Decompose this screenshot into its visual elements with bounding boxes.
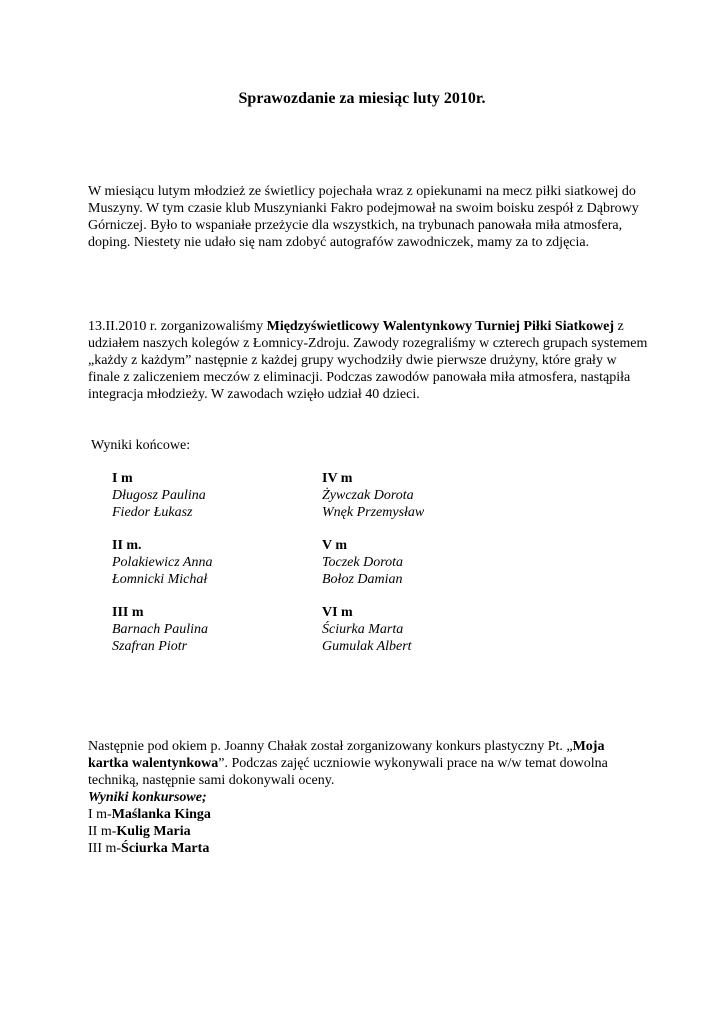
result-entry [112, 537, 322, 588]
results-row [112, 604, 532, 655]
result-entry [112, 470, 322, 521]
result-name: Łomnicki Michał [112, 572, 208, 587]
results-table [112, 470, 532, 671]
contest-place: II m- [88, 824, 117, 839]
result-name: Gumulak Albert [322, 639, 412, 654]
result-place: V m [322, 538, 348, 553]
result-entry [322, 470, 532, 521]
tournament-description: z udziałem naszych kolegów z Łomnicy-Zdroju. Zawody rozegraliśmy w czterech grupach systemem „każdy z każdym” następnie z każdej grupy wychodziły dwie pierwsze drużyny, które grały w finale z zaliczeniem meczów z eliminacji. Podczas zawodów panowała miła atmosfera, nastąpiła integracja młodzieży. W zawodach wzięło udział 40 dzieci. [88, 319, 648, 402]
paragraph-tournament [88, 318, 648, 403]
result-place: VI m [322, 605, 353, 620]
result-entry [322, 537, 532, 588]
contest-winner: Maślanka Kinga [111, 807, 211, 822]
result-name: Barnach Paulina [112, 622, 209, 637]
result-name: Toczek Dorota [322, 555, 404, 570]
result-place: I m [112, 471, 133, 486]
tournament-name: Międzyświetlicowy Walentynkowy Turniej Piłki Siatkowej [266, 319, 615, 334]
results-row [112, 470, 532, 521]
result-name: Bołoz Damian [322, 572, 403, 587]
paragraph-volleyball-trip: W miesiącu lutym młodzież ze świetlicy pojechała wraz z opiekunami na mecz piłki siatkowej do Muszyny. W tym czasie klub Muszynianki Fakro podejmował na swoim boisku zespół z Dąbrowy Górniczej. Było to wspaniałe przeżycie dla wszystkich, na trybunach panowała miła atmosfera, doping. Niestety nie udało się nam zdobyć autografów zawodniczek, mamy za to zdjęcia. [88, 184, 639, 250]
result-place: II m. [112, 538, 142, 553]
result-name: Polakiewicz Anna [112, 555, 213, 570]
contest-rest: ”. Podczas zajęć uczniowie wykonywali prace na w/w temat dowolna techniką, następnie sami dokonywali oceny. [88, 756, 608, 788]
contest-result [88, 806, 648, 823]
result-place: IV m [322, 471, 353, 486]
result-name: Fiedor Łukasz [112, 505, 193, 520]
results-row [112, 537, 532, 588]
result-name: Szafran Piotr [112, 639, 188, 654]
results-label: Wyniki końcowe: [91, 438, 191, 453]
result-name: Ściurka Marta [322, 622, 404, 637]
result-entry [322, 604, 532, 655]
contest-winner: Kulig Maria [116, 824, 191, 839]
contest-description [88, 738, 648, 789]
tournament-lead: 13.II.2010 r. zorganizowaliśmy [88, 319, 267, 334]
contest-place: I m- [88, 807, 112, 822]
result-place: III m [112, 605, 144, 620]
result-name: Wnęk Przemysław [322, 505, 425, 520]
result-name: Żywczak Dorota [322, 488, 414, 503]
paragraph-art-contest [88, 738, 648, 857]
contest-place: III m- [88, 841, 122, 856]
contest-result [88, 823, 648, 840]
contest-result [88, 840, 648, 857]
contest-name: Moja kartka walentynkowa [88, 739, 605, 771]
result-name: Długosz Paulina [112, 488, 206, 503]
contest-lead: Następnie pod okiem p. Joanny Chałak został zorganizowany konkurs plastyczny Pt. „ [88, 739, 573, 754]
page-title: Sprawozdanie za miesiąc luty 2010r. [238, 90, 486, 107]
contest-winner: Ściurka Marta [121, 841, 210, 856]
result-entry [112, 604, 322, 655]
contest-results-label: Wyniki konkursowe; [88, 790, 207, 805]
